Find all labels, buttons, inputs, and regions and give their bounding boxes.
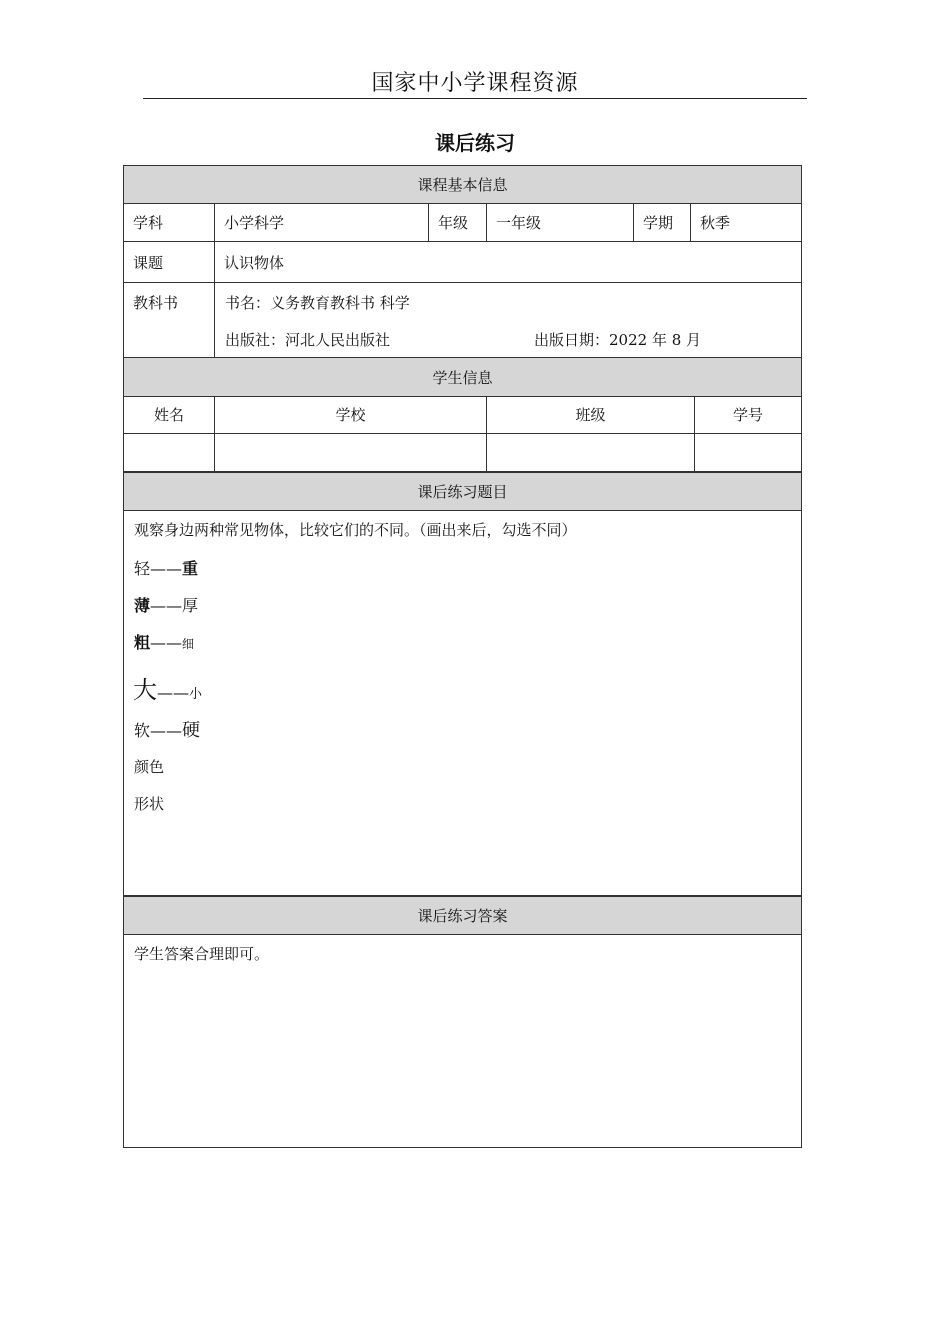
publish-date: 出版日期：2022 年 8 月 bbox=[534, 331, 702, 349]
pair-dash: —— bbox=[150, 596, 183, 615]
item-color: 颜色 bbox=[134, 758, 165, 776]
pair-right: 厚 bbox=[182, 596, 199, 615]
basic-info-header bbox=[123, 165, 802, 204]
answer-header-label: 课后练习答案 bbox=[417, 907, 508, 925]
name-label: 姓名 bbox=[153, 406, 184, 424]
pair-left: 软 bbox=[134, 721, 151, 740]
publisher: 出版社：河北人民出版社 bbox=[225, 331, 391, 349]
exercise-body bbox=[123, 510, 802, 896]
student-id-label: 学号 bbox=[694, 396, 801, 433]
book-name: 书名：义务教育教科书 科学 bbox=[225, 294, 410, 312]
pair-left: 大 bbox=[133, 676, 157, 704]
grade-label: 年级 bbox=[428, 203, 486, 241]
pair-right: 硬 bbox=[182, 720, 201, 741]
pair-dash: —— bbox=[150, 633, 183, 652]
exercise-header-label: 课后练习题目 bbox=[417, 483, 508, 501]
term-label: 学期 bbox=[633, 203, 690, 241]
pair-thin-thick bbox=[134, 593, 198, 616]
topic-label: 课题 bbox=[133, 253, 164, 272]
document-title: 课后练习 bbox=[435, 131, 515, 155]
class-label: 班级 bbox=[486, 396, 694, 433]
pair-soft-hard bbox=[134, 716, 200, 742]
grade-value: 一年级 bbox=[486, 203, 633, 241]
topic-value: 认识物体 bbox=[214, 242, 801, 282]
pair-left: 轻 bbox=[134, 559, 151, 578]
student-info-labels-row bbox=[123, 396, 802, 434]
subject-label: 学科 bbox=[133, 213, 164, 232]
school-field[interactable] bbox=[214, 434, 486, 471]
textbook-label: 教科书 bbox=[133, 294, 179, 312]
topic-row bbox=[123, 242, 802, 283]
item-shape: 形状 bbox=[134, 795, 165, 813]
school-label: 学校 bbox=[214, 396, 486, 433]
subject-value: 小学科学 bbox=[214, 203, 428, 241]
header-divider bbox=[143, 98, 807, 99]
name-field[interactable] bbox=[124, 434, 214, 471]
term-value: 秋季 bbox=[690, 203, 801, 241]
exercise-prompt: 观察身边两种常见物体，比较它们的不同。（画出来后，勾选不同） bbox=[134, 521, 577, 539]
site-header-title: 国家中小学课程资源 bbox=[371, 71, 579, 96]
pair-dash: —— bbox=[150, 559, 183, 578]
pair-right: 小 bbox=[189, 687, 203, 702]
student-info-header bbox=[123, 357, 802, 397]
exercise-header bbox=[123, 472, 802, 511]
pair-coarse-fine bbox=[134, 630, 194, 653]
pair-left: 粗 bbox=[134, 633, 151, 652]
subject-row bbox=[123, 203, 802, 242]
textbook-row bbox=[123, 283, 802, 358]
textbook-details bbox=[214, 283, 801, 357]
student-info-values-row bbox=[123, 434, 802, 472]
student-info-header-label: 学生信息 bbox=[432, 368, 493, 387]
answer-body bbox=[123, 934, 802, 1148]
answer-text: 学生答案合理即可。 bbox=[134, 945, 270, 963]
class-field[interactable] bbox=[486, 434, 694, 471]
student-id-field[interactable] bbox=[694, 434, 801, 471]
pair-big-small bbox=[133, 670, 202, 705]
pair-right: 重 bbox=[182, 559, 199, 578]
pair-left: 薄 bbox=[134, 596, 151, 615]
pair-right: 细 bbox=[182, 637, 195, 651]
pair-dash: —— bbox=[150, 721, 183, 740]
basic-info-header-label: 课程基本信息 bbox=[417, 176, 508, 194]
answer-header bbox=[123, 896, 802, 935]
pair-light-heavy bbox=[134, 556, 198, 579]
pair-dash: —— bbox=[157, 683, 189, 702]
